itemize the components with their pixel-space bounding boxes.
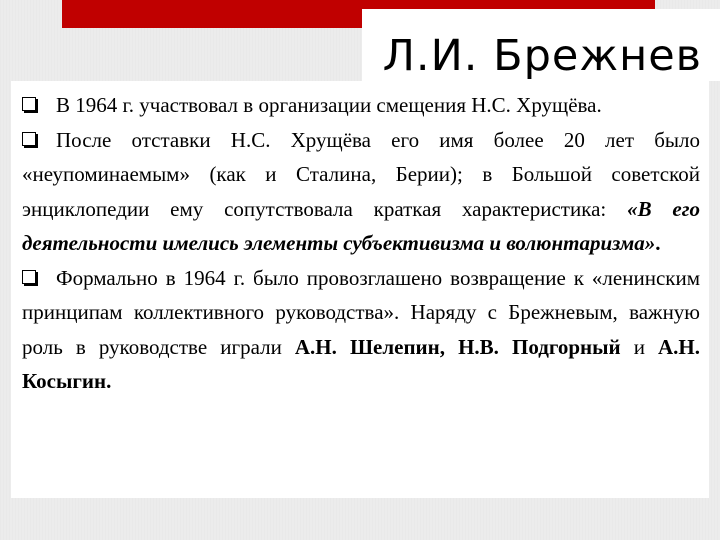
checkbox-bullet-icon	[22, 97, 36, 111]
conjunction-text: и	[620, 334, 659, 359]
bullet-text: В 1964 г. участвовал в организации смещения Н.С. Хрущёва.	[56, 93, 602, 117]
bullet-text: После отставки Н.С. Хрущёва его имя более 20 лет было «неупоминаемым» (как и Сталина, Берии); в Большой советской энциклопедии ему сопутствовала краткая характеристика:	[22, 127, 700, 221]
bullet-item-2	[22, 123, 700, 261]
title-panel	[362, 9, 720, 81]
leader-name-bold: А.Н. Косыгин.	[22, 334, 701, 393]
checkbox-bullet-icon	[22, 270, 36, 284]
red-accent-bar-left	[62, 0, 362, 28]
slide-title: Л.И. Брежнев	[382, 31, 702, 81]
content-panel	[11, 81, 709, 498]
bullet-item-1	[22, 88, 700, 123]
leader-names-bold: А.Н. Шелепин, Н.В. Подгорный	[294, 334, 621, 359]
checkbox-bullet-icon	[22, 132, 36, 146]
encyclopedia-quote: «В его деятельности имелись элементы субъективизма и волюнтаризма»	[22, 196, 700, 255]
quote-end-punctuation: .	[655, 231, 661, 255]
bullet-text: Формально в 1964 г. было провозглашено возвращение к «ленинским принципам коллективного руководства». Наряду с Брежневым, важную роль в руководстве играли	[22, 265, 700, 359]
bullet-item-3	[22, 261, 700, 399]
